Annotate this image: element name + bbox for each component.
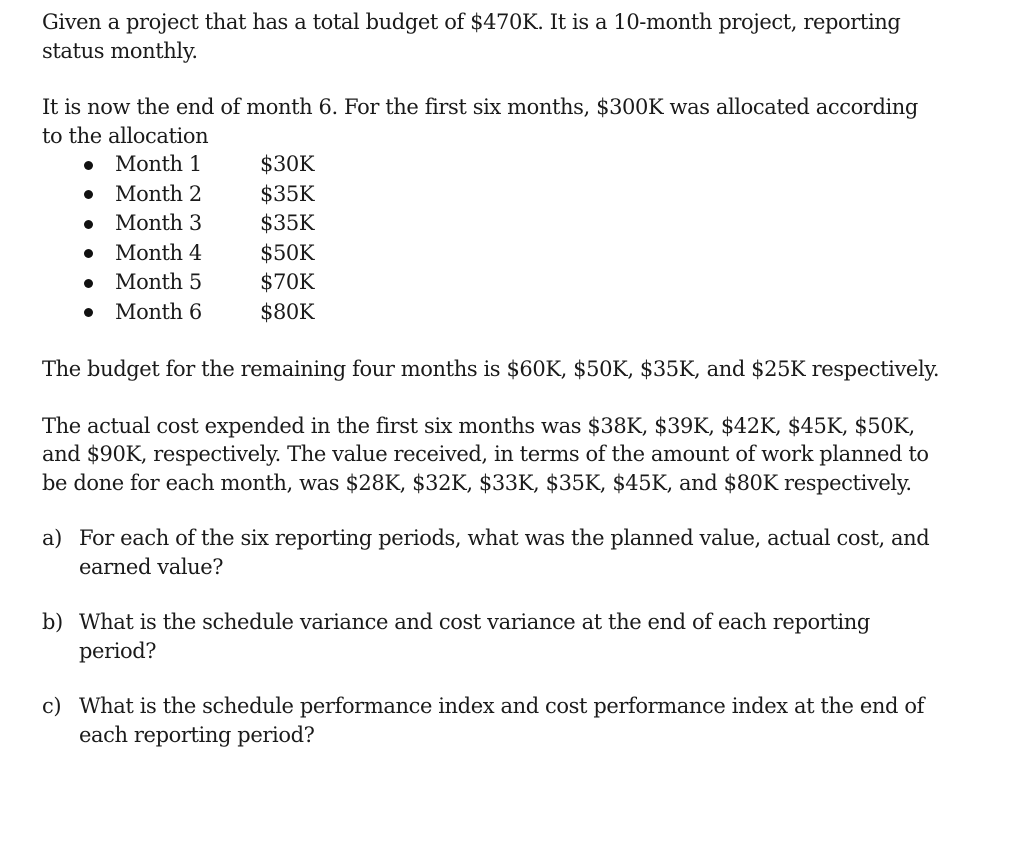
allocation-month: Month 2 — [115, 181, 202, 206]
allocation-month: Month 3 — [115, 211, 202, 235]
document-page — [42, 8, 942, 776]
allocation-month: Month 6 — [115, 299, 202, 324]
allocation-item — [42, 180, 942, 210]
allocation-amount: $70K — [260, 270, 315, 294]
allocation-item — [42, 150, 942, 180]
allocation-amount: $50K — [260, 240, 315, 265]
bullet-icon — [84, 190, 93, 199]
allocation-item — [42, 239, 942, 269]
question-letter: c) — [42, 694, 62, 718]
allocation-amount: $80K — [260, 299, 315, 324]
allocation-item — [42, 268, 942, 298]
allocation-month: Month 5 — [115, 270, 202, 294]
bullet-icon — [84, 249, 93, 258]
question-text: For each of the six reporting periods, what was the planned value, actual cost, and earned value? — [79, 526, 930, 579]
question-c — [42, 692, 942, 749]
question-letter: b) — [42, 610, 63, 634]
allocation-list — [42, 150, 942, 327]
question-letter: a) — [42, 526, 62, 550]
allocation-item — [42, 209, 942, 239]
bullet-icon — [84, 279, 93, 288]
actual-cost-paragraph: The actual cost expended in the first six months was $38K, $39K, $42K, $45K, $50K, and $90K, respectively. The value received, in terms of the amount of work planned to be done for each month, was $28K, $32K, $33K, $35K, $45K, and $80K respectively. — [42, 413, 929, 495]
allocation-amount: $35K — [260, 181, 315, 206]
intro-paragraph: Given a project that has a total budget of $470K. It is a 10-month project, reporting status monthly. — [42, 10, 901, 63]
allocation-item — [42, 298, 942, 328]
bullet-icon — [84, 161, 93, 170]
question-a — [42, 524, 942, 581]
bullet-icon — [84, 220, 93, 229]
remaining-budget-paragraph: The budget for the remaining four months is $60K, $50K, $35K, and $25K respectively. — [42, 357, 940, 381]
question-text: What is the schedule variance and cost variance at the end of each reporting period? — [79, 610, 870, 663]
allocation-paragraph: It is now the end of month 6. For the first six months, $300K was allocated according to the allocation — [42, 95, 918, 148]
bullet-icon — [84, 308, 93, 317]
question-text: What is the schedule performance index and cost performance index at the end of each reporting period? — [79, 694, 924, 747]
allocation-month: Month 1 — [115, 152, 202, 176]
allocation-amount: $30K — [260, 152, 315, 176]
allocation-amount: $35K — [260, 211, 315, 235]
question-b — [42, 608, 942, 665]
allocation-month: Month 4 — [115, 240, 202, 265]
